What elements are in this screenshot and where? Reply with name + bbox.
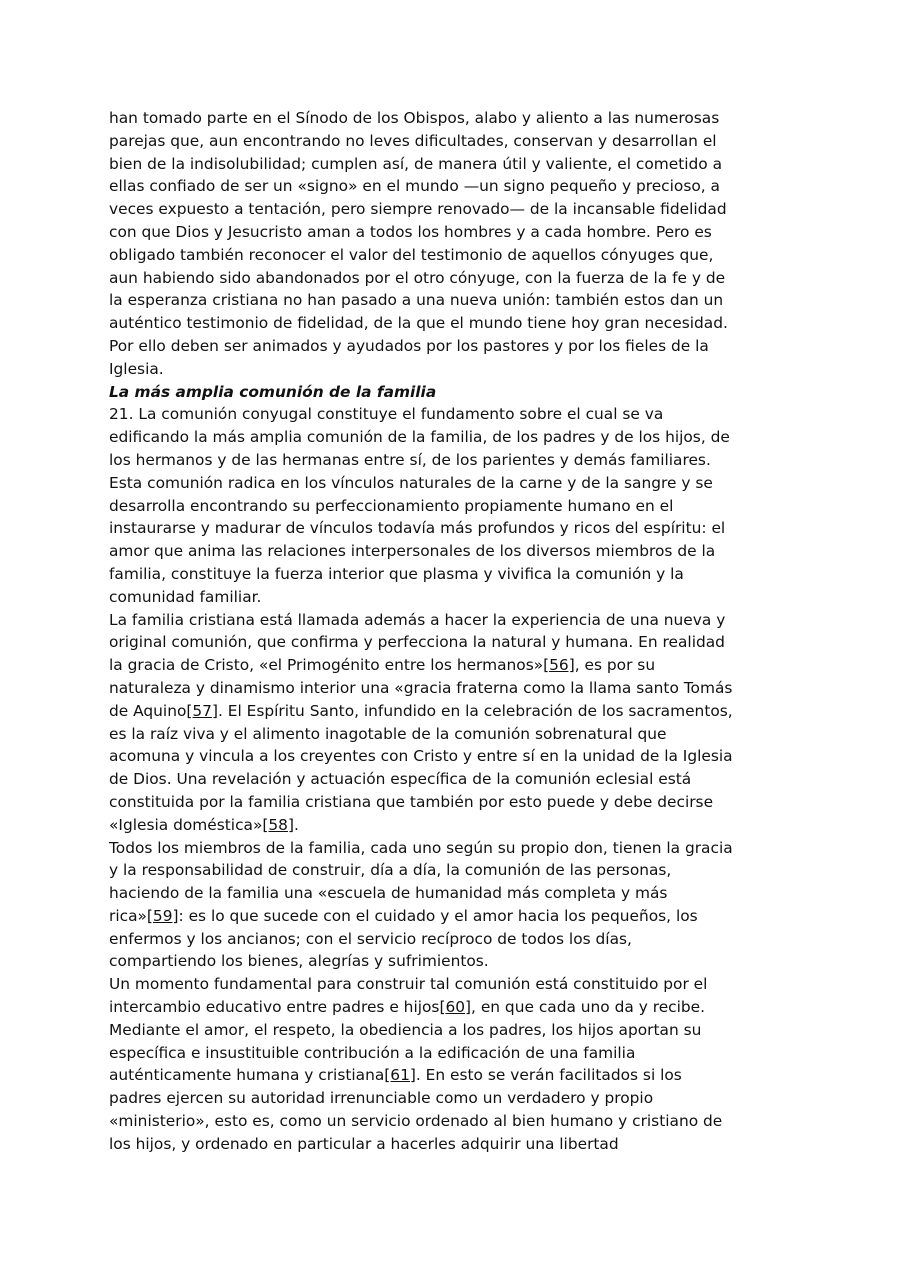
text-segment: Todos los miembros de la familia, cada uno según su propio don, tienen la gracia — [109, 838, 733, 857]
text-segment: edificando la más amplia comunión de la familia, de los padres y de los hijos, de — [109, 428, 730, 447]
text-line — [109, 198, 809, 221]
text-line — [109, 1042, 809, 1065]
text-segment: y la responsabilidad de construir, día a día, la comunión de las personas, — [109, 861, 672, 880]
text-segment: . — [293, 815, 299, 834]
text-line — [109, 381, 809, 404]
text-segment: Esta comunión radica en los vínculos naturales de la carne y de la sangre y se — [109, 473, 713, 492]
text-segment: parejas que, aun encontrando no leves dificultades, conservan y desarrollan el — [109, 131, 717, 150]
text-segment: Por ello deben ser animados y ayudados por los pastores y por los fieles de la — [109, 336, 709, 355]
text-segment: 21. La comunión conyugal constituye el fundamento sobre el cual se va — [109, 405, 664, 424]
text-segment: los hermanos y de las hermanas entre sí, de los parientes y demás familiares. — [109, 450, 711, 469]
text-line — [109, 495, 809, 518]
text-segment: específica e insustituible contribución a la edificación de una familia — [109, 1043, 636, 1062]
paragraph — [109, 973, 809, 1155]
text-segment: de Dios. Una revelación y actuación específica de la comunión eclesial está — [109, 770, 692, 789]
footnote-link[interactable]: [61] — [384, 1066, 416, 1085]
text-line — [109, 700, 809, 723]
text-segment: : es lo que sucede con el cuidado y el amor hacia los pequeños, los — [178, 906, 698, 925]
text-segment: enfermos y los ancianos; con el servicio recíproco de todos los días, — [109, 929, 632, 948]
text-line — [109, 1064, 809, 1087]
text-line — [109, 586, 809, 609]
text-segment: la gracia de Cristo, «el Primogénito entre los hermanos» — [109, 656, 544, 675]
text-line — [109, 654, 809, 677]
text-line — [109, 403, 809, 426]
text-segment: Iglesia. — [109, 359, 164, 378]
text-line — [109, 928, 809, 951]
text-segment: los hijos, y ordenado en particular a hacerles adquirir una libertad — [109, 1134, 619, 1153]
text-line — [109, 267, 809, 290]
text-line — [109, 426, 809, 449]
text-segment: intercambio educativo entre padres e hijos — [109, 998, 440, 1017]
footnote-link[interactable]: [56] — [543, 656, 575, 675]
paragraph — [109, 107, 809, 381]
text-segment: amor que anima las relaciones interpersonales de los diversos miembros de la — [109, 542, 716, 561]
text-line — [109, 107, 809, 130]
text-segment: padres ejercen su autoridad irrenunciable como un verdadero y propio — [109, 1089, 654, 1108]
text-segment: comunidad familiar. — [109, 587, 262, 606]
text-line — [109, 175, 809, 198]
text-segment: constituida por la familia cristiana que también por esto puede y debe decirse — [109, 792, 714, 811]
text-segment: familia, constituye la fuerza interior que plasma y vivifica la comunión y la — [109, 564, 684, 583]
text-line — [109, 745, 809, 768]
text-segment: La más amplia comunión de la familia — [109, 382, 437, 401]
footnote-link[interactable]: [60] — [439, 998, 472, 1017]
text-line — [109, 950, 809, 973]
text-segment: Un momento fundamental para construir tal comunión está constituido por el — [109, 975, 708, 994]
text-line — [109, 768, 809, 791]
text-line — [109, 631, 809, 654]
text-line — [109, 358, 809, 381]
text-line — [109, 973, 809, 996]
footnote-link[interactable]: [57] — [186, 701, 218, 720]
paragraph — [109, 837, 809, 974]
text-line — [109, 609, 809, 632]
footnote-link[interactable]: [58] — [262, 815, 294, 834]
text-segment: bien de la indisolubilidad; cumplen así, de manera útil y valiente, el cometido a — [109, 154, 723, 173]
text-segment: han tomado parte en el Sínodo de los Obispos, alabo y aliento a las numerosas — [109, 109, 720, 127]
text-line — [109, 130, 809, 153]
text-segment: instaurarse y madurar de vínculos todavía más profundos y ricos del espíritu: el — [109, 519, 726, 538]
text-segment: con que Dios y Jesucristo aman a todos los hombres y a cada hombre. Pero es — [109, 222, 712, 241]
text-line — [109, 563, 809, 586]
text-segment: original comunión, que confirma y perfecciona la natural y humana. En realidad — [109, 633, 725, 652]
text-segment: naturaleza y dinamismo interior una «gracia fraterna como la llama santo Tomás — [109, 678, 733, 697]
text-segment: , es por su — [574, 656, 656, 675]
text-line — [109, 882, 809, 905]
text-segment: de Aquino — [109, 701, 187, 720]
text-line — [109, 1133, 809, 1156]
text-segment: aun habiendo sido abandonados por el otro cónyuge, con la fuerza de la fe y de — [109, 268, 726, 287]
text-line — [109, 244, 809, 267]
text-segment: compartiendo los bienes, alegrías y sufrimientos. — [109, 952, 489, 971]
text-line — [109, 312, 809, 335]
text-line — [109, 540, 809, 563]
text-line — [109, 905, 809, 928]
text-segment: Mediante el amor, el respeto, la obediencia a los padres, los hijos aportan su — [109, 1020, 702, 1039]
text-line — [109, 517, 809, 540]
paragraph — [109, 403, 809, 608]
text-line — [109, 335, 809, 358]
section-heading — [109, 381, 809, 404]
text-segment: La familia cristiana está llamada además a hacer la experiencia de una nueva y — [109, 610, 726, 629]
text-segment: «ministerio», esto es, como un servicio ordenado al bien humano y cristiano de — [109, 1112, 723, 1131]
text-line — [109, 837, 809, 860]
text-segment: . En esto se verán facilitados si los — [415, 1066, 682, 1085]
text-line — [109, 153, 809, 176]
text-segment: la esperanza cristiana no han pasado a una nueva unión: también estos dan un — [109, 291, 724, 310]
text-line — [109, 996, 809, 1019]
text-line — [109, 814, 809, 837]
text-segment: ellas confiado de ser un «signo» en el mundo —un signo pequeño y precioso, a — [109, 177, 720, 196]
text-segment: acomuna y vincula a los creyentes con Cristo y entre sí en la unidad de la Iglesia — [109, 747, 733, 766]
text-line — [109, 1087, 809, 1110]
text-line — [109, 859, 809, 882]
text-line — [109, 1019, 809, 1042]
text-line — [109, 289, 809, 312]
text-segment: es la raíz viva y el alimento inagotable de la comunión sobrenatural que — [109, 724, 667, 743]
text-segment: , en que cada uno da y recibe. — [471, 998, 706, 1017]
document-page — [109, 107, 809, 1156]
text-segment: rica» — [109, 906, 147, 925]
text-segment: haciendo de la familia una «escuela de humanidad más completa y más — [109, 884, 668, 903]
text-line — [109, 449, 809, 472]
text-segment: auténtico testimonio de fidelidad, de la que el mundo tiene hoy gran necesidad. — [109, 314, 728, 333]
text-segment: veces expuesto a tentación, pero siempre renovado— de la incansable fidelidad — [109, 200, 727, 219]
text-line — [109, 723, 809, 746]
text-segment: desarrolla encontrando su perfeccionamiento propiamente humano en el — [109, 496, 674, 515]
paragraph — [109, 609, 809, 837]
text-line — [109, 221, 809, 244]
text-line — [109, 677, 809, 700]
text-line — [109, 791, 809, 814]
text-line — [109, 472, 809, 495]
text-line — [109, 1110, 809, 1133]
text-segment: «Iglesia doméstica» — [109, 815, 263, 834]
text-segment: obligado también reconocer el valor del testimonio de aquellos cónyuges que, — [109, 245, 714, 264]
footnote-link[interactable]: [59] — [146, 906, 179, 925]
text-segment: auténticamente humana y cristiana — [109, 1066, 385, 1085]
text-segment: . El Espíritu Santo, infundido en la celebración de los sacramentos, — [217, 701, 733, 720]
